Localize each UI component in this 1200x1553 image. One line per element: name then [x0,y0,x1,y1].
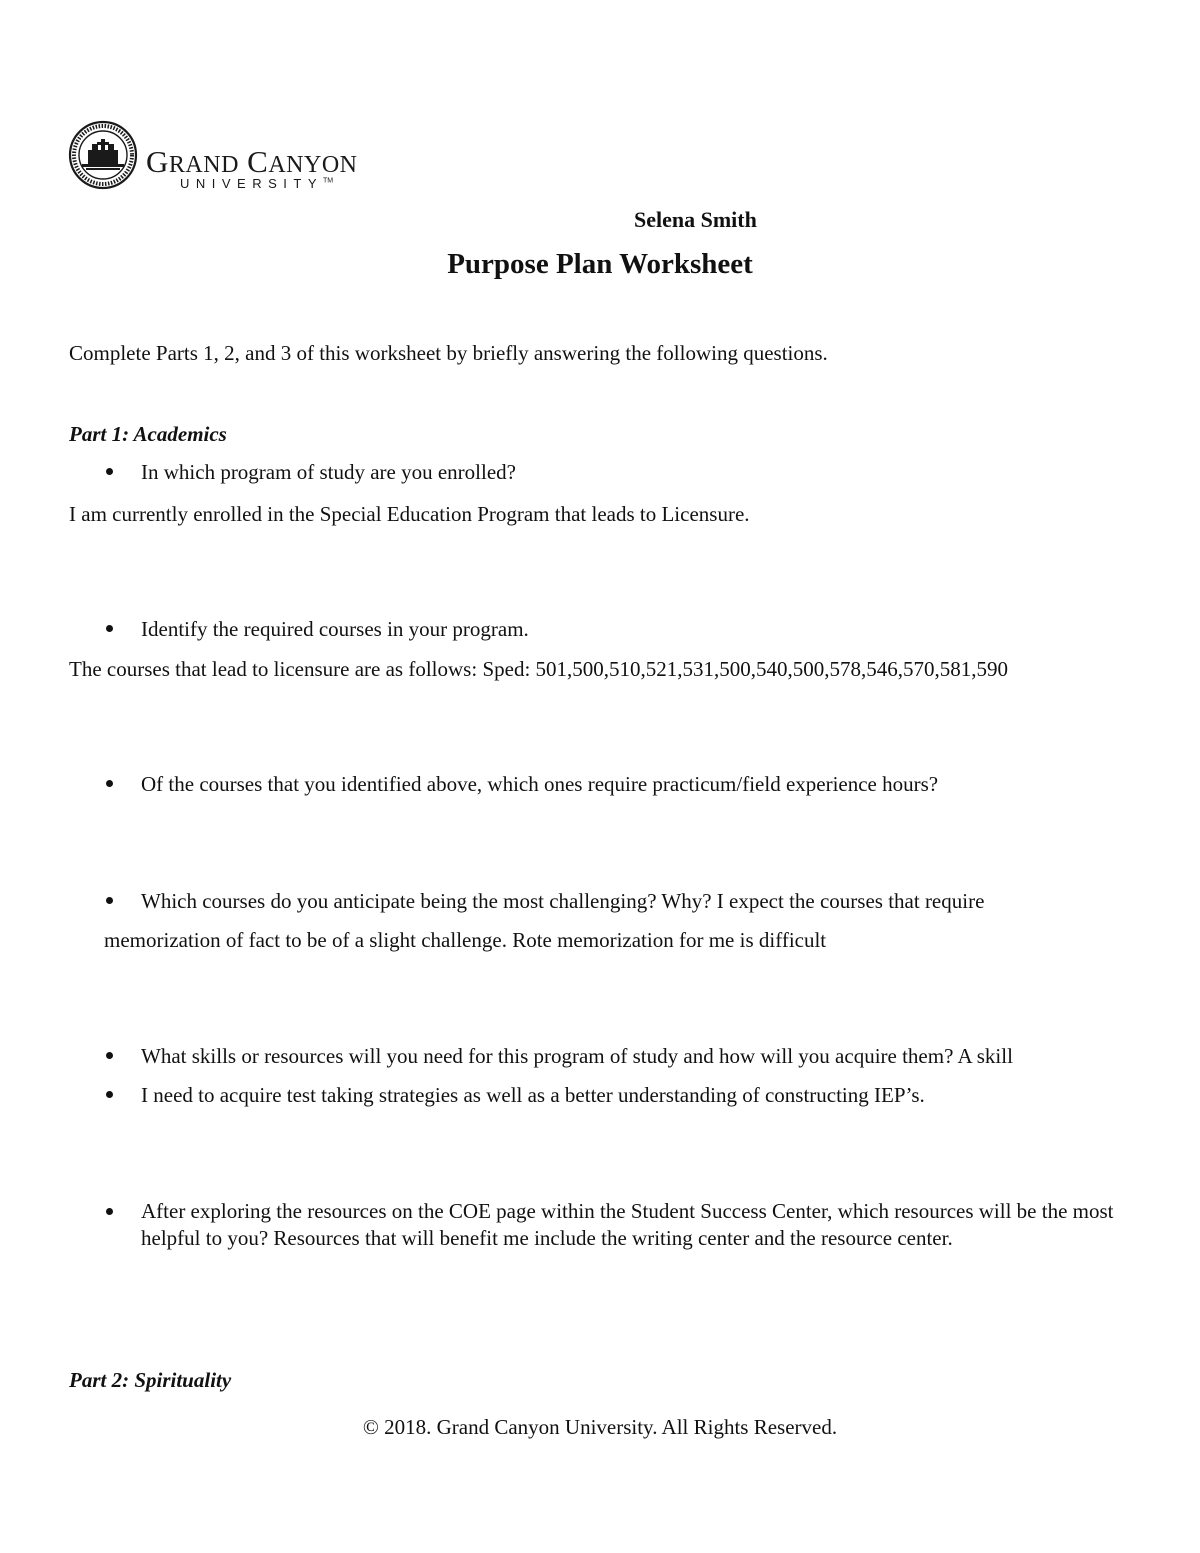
bullet-icon [106,1091,113,1098]
intro-text: Complete Parts 1, 2, and 3 of this worksheet by briefly answering the following questions. [69,341,828,365]
question-program: In which program of study are you enrolled? [141,460,516,484]
bullet-icon [106,780,113,787]
copyright-footer: © 2018. Grand Canyon University. All Rights Reserved. [362,1415,838,1439]
answer-skills: I need to acquire test taking strategies as well as a better understanding of constructing IEP’s. [141,1083,925,1107]
bullet-icon [106,625,113,632]
university-logo [68,120,378,192]
answer-program: I am currently enrolled in the Special Education Program that leads to Licensure. [69,502,750,526]
bullet-icon [106,1052,113,1059]
answer-challenging: memorization of fact to be of a slight challenge. Rote memorization for me is difficult [104,928,827,952]
part2-heading: Part 2: Spirituality [69,1368,232,1392]
part1-heading: Part 1: Academics [69,422,227,446]
university-seal-icon [68,120,138,190]
bullet-icon [106,468,113,475]
question-practicum: Of the courses that you identified above, which ones require practicum/field experience hours? [141,772,939,796]
question-resources: After exploring the resources on the COE page within the Student Success Center, which resources will be the most helpful to you? Resources that will benefit me include the writing center and the resource center. [141,1199,1114,1250]
author-name: Selena Smith [634,207,757,232]
page-title: Purpose Plan Worksheet [447,248,753,280]
university-subword: UNIVERSITY™ [180,176,334,191]
answer-courses: The courses that lead to licensure are as follows: Sped: 501,500,510,521,531,500,540,500,578,546,570,581,590 [69,657,1009,681]
question-courses: Identify the required courses in your program. [141,617,529,641]
bullet-icon [106,1208,113,1215]
question-challenging: Which courses do you anticipate being the most challenging? Why? I expect the courses that require [141,889,985,913]
university-wordmark: GRAND CANYON [146,144,358,179]
bullet-icon [106,897,113,904]
question-skills: What skills or resources will you need for this program of study and how will you acquire them? A skill [141,1044,1013,1068]
